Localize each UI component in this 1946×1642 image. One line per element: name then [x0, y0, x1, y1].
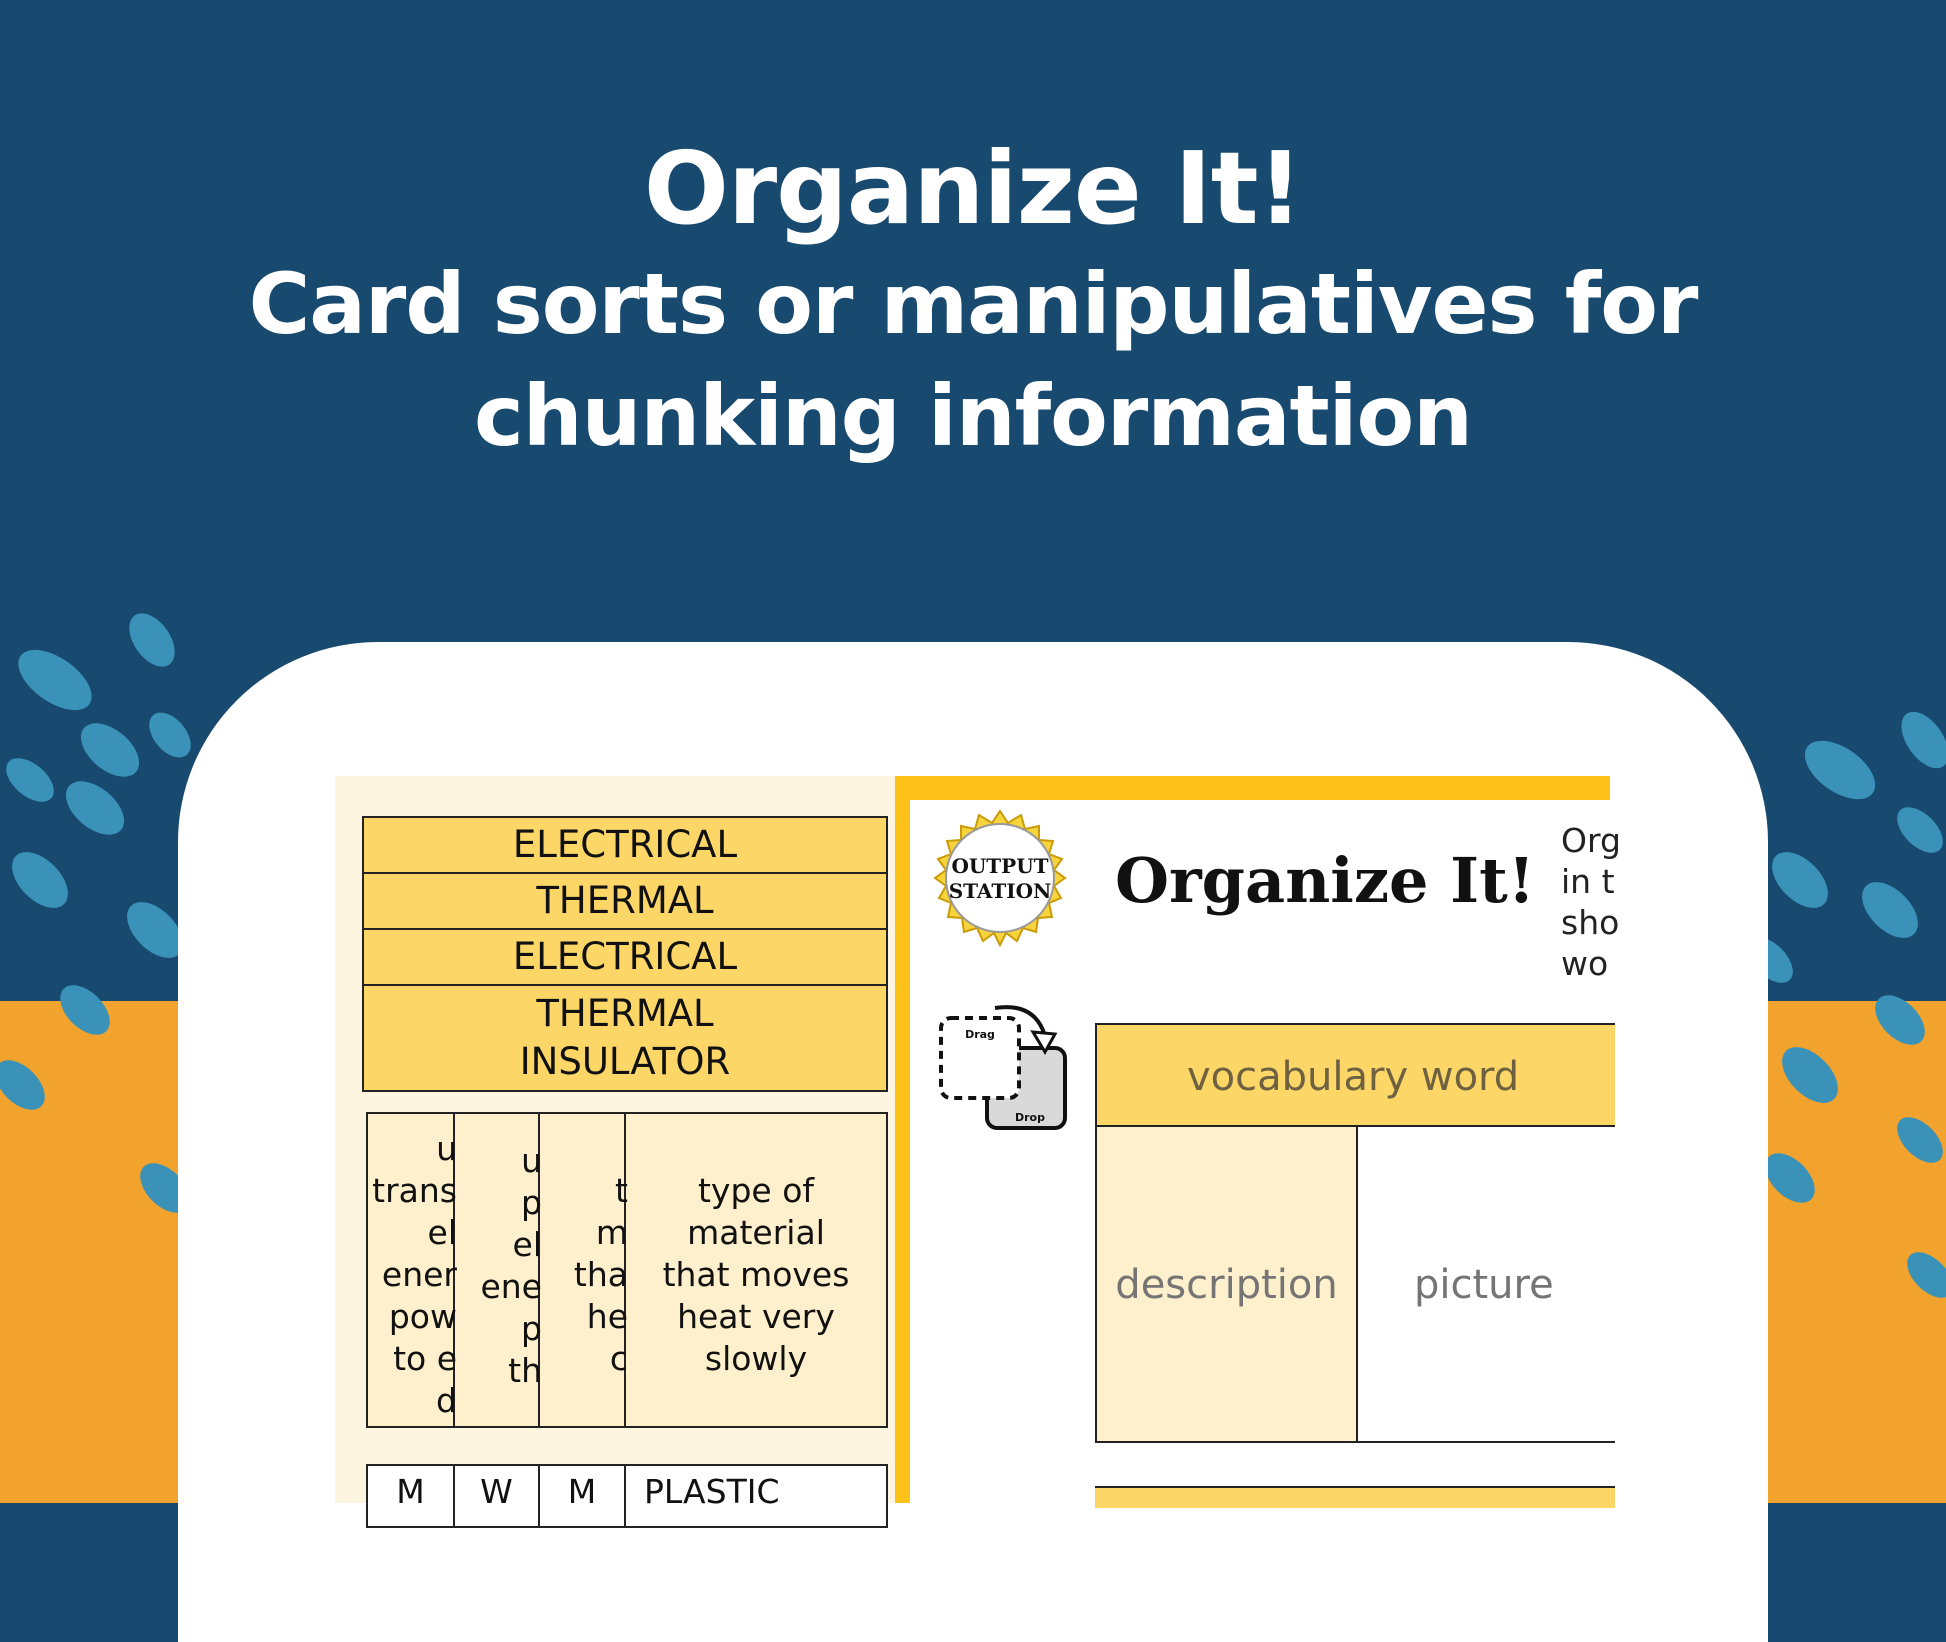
drop-label: Drop	[1015, 1111, 1045, 1124]
word-card: ELECTRICAL	[364, 818, 886, 874]
definition-card	[540, 1114, 626, 1426]
page-subtitle-line-1: Card sorts or manipulatives for	[248, 255, 1698, 353]
definition-text: u p el ene p th	[480, 1141, 542, 1390]
worksheet-instructions: Org in t sho wo	[1561, 821, 1621, 983]
worksheet-preview	[335, 776, 1621, 1511]
page-heading	[0, 130, 1946, 472]
bottom-card: PLASTIC	[644, 1472, 780, 1511]
page-title: Organize It!	[643, 130, 1303, 247]
bottom-card: W	[455, 1466, 540, 1526]
word-card: ELECTRICAL	[364, 930, 886, 986]
word-card	[364, 986, 886, 1090]
bottom-cards-table	[366, 1464, 888, 1528]
word-card: THERMAL	[364, 874, 886, 930]
definition-card	[455, 1114, 540, 1426]
vocabulary-organizer	[1095, 1023, 1615, 1443]
word-card-line: INSULATOR	[519, 1040, 731, 1083]
bottom-card: M	[540, 1466, 626, 1526]
picture-cell: picture	[1358, 1127, 1615, 1443]
drag-label: Drag	[965, 1028, 995, 1041]
bottom-card: M	[368, 1466, 455, 1526]
definition-text: type of material that moves heat very slowly	[662, 1171, 850, 1378]
badge-line-2: STATION	[948, 879, 1052, 903]
description-cell: description	[1095, 1127, 1358, 1443]
definition-card	[626, 1114, 886, 1426]
definition-card	[368, 1114, 455, 1426]
drag-drop-icon	[935, 996, 1075, 1136]
vocabulary-word-cell: vocabulary word	[1095, 1023, 1615, 1127]
definition-text: t m tha he c	[573, 1171, 628, 1378]
output-station-badge	[915, 806, 1085, 976]
word-card-line: THERMAL	[536, 992, 714, 1035]
card-sort-panel	[335, 776, 895, 1511]
definition-text: u trans el ener pow to e d	[372, 1129, 457, 1420]
worksheet-title: Organize It!	[1115, 844, 1535, 917]
badge-seal-icon	[935, 811, 1065, 945]
definition-cards-table	[366, 1112, 888, 1428]
word-cards-table	[362, 816, 888, 1092]
next-organizer-strip	[1095, 1486, 1615, 1508]
badge-line-1: OUTPUT	[951, 854, 1049, 878]
page-subtitle-line-2: chunking information	[474, 367, 1472, 465]
